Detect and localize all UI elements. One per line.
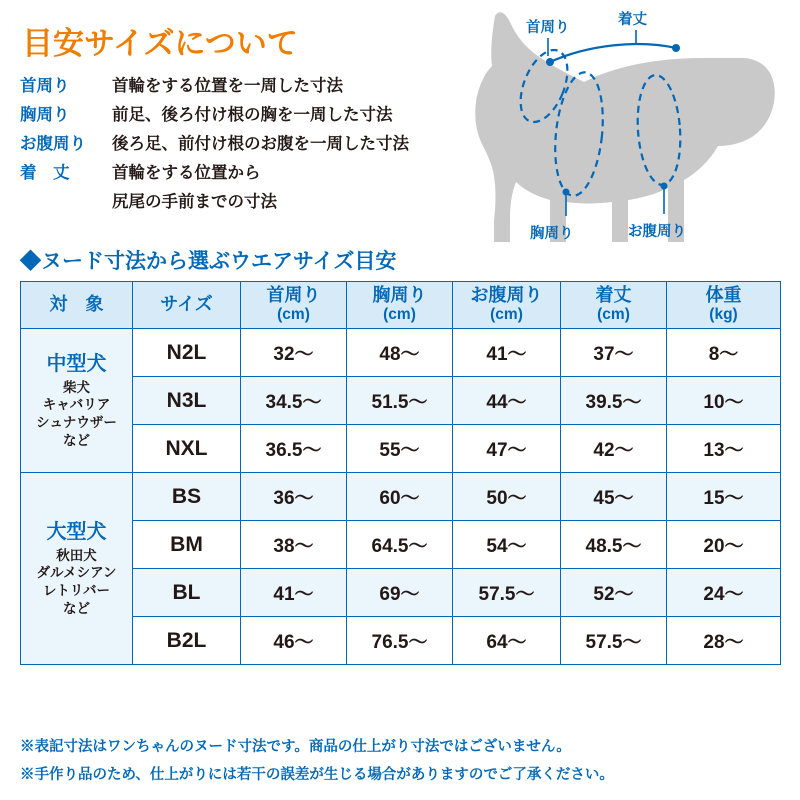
cell-belly: 47〜	[453, 425, 561, 473]
header-neck-label: 首周り	[266, 285, 321, 306]
header-length-label: 着丈	[595, 285, 632, 306]
diagram-label-chest: 胸周り	[530, 226, 574, 242]
cell-size: BS	[133, 473, 241, 521]
header-target	[21, 282, 133, 329]
header-neck	[241, 282, 347, 329]
footnotes	[20, 735, 790, 791]
cell-neck: 41〜	[241, 569, 347, 617]
size-table-wrapper	[20, 281, 780, 665]
definition-row	[20, 130, 490, 154]
definition-description: 前足、後ろ付け根の胸を一周した寸法	[112, 106, 393, 124]
table-body	[21, 329, 781, 665]
dog-measurement-diagram	[440, 4, 800, 256]
table-row	[21, 473, 781, 521]
cell-length: 57.5〜	[561, 617, 667, 665]
cell-length: 37〜	[561, 329, 667, 377]
header-weight	[667, 282, 781, 329]
table-head	[21, 282, 781, 329]
header-belly-unit: (cm)	[490, 306, 523, 324]
cell-belly: 41〜	[453, 329, 561, 377]
definition-description-line2: 尻尾の手前までの寸法	[112, 193, 277, 211]
header-size-label: サイズ	[160, 294, 213, 315]
header-chest-label: 胸周り	[372, 285, 427, 306]
cell-weight: 15〜	[667, 473, 781, 521]
cell-belly: 54〜	[453, 521, 561, 569]
footnote-1: ※表記寸法はワンちゃんのヌード寸法です。商品の仕上がり寸法ではございません。	[20, 739, 571, 755]
cell-length: 39.5〜	[561, 377, 667, 425]
table-header-row	[21, 282, 781, 329]
table-row	[21, 329, 781, 377]
group-cell-medium	[21, 329, 133, 473]
definition-term: お腹周り	[20, 135, 86, 153]
cell-weight: 28〜	[667, 617, 781, 665]
definition-term: 胸周り	[20, 106, 70, 124]
cell-length: 42〜	[561, 425, 667, 473]
header-neck-unit: (cm)	[277, 306, 310, 324]
cell-chest: 55〜	[347, 425, 453, 473]
measurement-definitions	[20, 72, 490, 217]
group-subtitle: 柴犬 キャバリア シュナウザー など	[36, 379, 117, 448]
group-title: 大型犬	[46, 520, 107, 543]
cell-chest: 51.5〜	[347, 377, 453, 425]
header-chest	[347, 282, 453, 329]
cell-weight: 20〜	[667, 521, 781, 569]
definition-description: 首輪をする位置を一周した寸法	[112, 77, 343, 95]
cell-size: B2L	[133, 617, 241, 665]
footnote-2: ※手作り品のため、仕上がりには若干の誤差が生じる場合がありますのでご了承ください。	[20, 767, 614, 783]
header-size	[133, 282, 241, 329]
header-chest-unit: (cm)	[383, 306, 416, 324]
cell-weight: 10〜	[667, 377, 781, 425]
group-cell-large	[21, 473, 133, 665]
diagram-label-neck: 首周り	[526, 20, 570, 36]
header-length	[561, 282, 667, 329]
cell-belly: 64〜	[453, 617, 561, 665]
cell-belly: 50〜	[453, 473, 561, 521]
size-table	[20, 281, 781, 665]
header-belly-label: お腹周り	[470, 285, 543, 306]
cell-size: N2L	[133, 329, 241, 377]
header-target-label: 対 象	[49, 294, 104, 315]
table-row	[21, 521, 781, 569]
group-subtitle: 秋田犬 ダルメシアン レトリバー など	[36, 547, 117, 616]
cell-chest: 64.5〜	[347, 521, 453, 569]
cell-neck: 36〜	[241, 473, 347, 521]
diagram-label-length: 着丈	[618, 12, 647, 28]
cell-length: 52〜	[561, 569, 667, 617]
definition-row	[20, 72, 490, 96]
cell-size: BM	[133, 521, 241, 569]
cell-size: N3L	[133, 377, 241, 425]
dog-silhouette	[475, 12, 775, 242]
cell-weight: 13〜	[667, 425, 781, 473]
cell-neck: 36.5〜	[241, 425, 347, 473]
cell-neck: 32〜	[241, 329, 347, 377]
cell-chest: 69〜	[347, 569, 453, 617]
definition-description: 後ろ足、前付け根のお腹を一周した寸法	[112, 135, 409, 153]
cell-weight: 8〜	[667, 329, 781, 377]
cell-chest: 76.5〜	[347, 617, 453, 665]
definition-description: 首輪をする位置から	[112, 164, 261, 182]
cell-length: 45〜	[561, 473, 667, 521]
header-belly	[453, 282, 561, 329]
header-weight-unit: (kg)	[709, 306, 738, 324]
table-row	[21, 617, 781, 665]
cell-belly: 57.5〜	[453, 569, 561, 617]
cell-neck: 34.5〜	[241, 377, 347, 425]
cell-neck: 46〜	[241, 617, 347, 665]
page-title: 目安サイズについて	[22, 26, 298, 61]
table-row	[21, 425, 781, 473]
definition-row	[20, 159, 490, 183]
cell-weight: 24〜	[667, 569, 781, 617]
table-row	[21, 569, 781, 617]
diagram-label-belly: お腹周り	[628, 224, 686, 240]
definition-term: 着 丈	[20, 164, 70, 182]
cell-length: 48.5〜	[561, 521, 667, 569]
cell-chest: 48〜	[347, 329, 453, 377]
definition-row-continued	[20, 188, 490, 212]
header-weight-label: 体重	[705, 285, 742, 306]
group-title: 中型犬	[46, 352, 107, 375]
dog-illustration-svg	[440, 4, 800, 256]
definition-row	[20, 101, 490, 125]
table-row	[21, 377, 781, 425]
cell-neck: 38〜	[241, 521, 347, 569]
definition-term: 首周り	[20, 77, 70, 95]
section-heading: ◆ヌード寸法から選ぶウエアサイズ目安	[20, 250, 397, 273]
cell-belly: 44〜	[453, 377, 561, 425]
cell-chest: 60〜	[347, 473, 453, 521]
header-length-unit: (cm)	[597, 306, 630, 324]
cell-size: BL	[133, 569, 241, 617]
cell-size: NXL	[133, 425, 241, 473]
